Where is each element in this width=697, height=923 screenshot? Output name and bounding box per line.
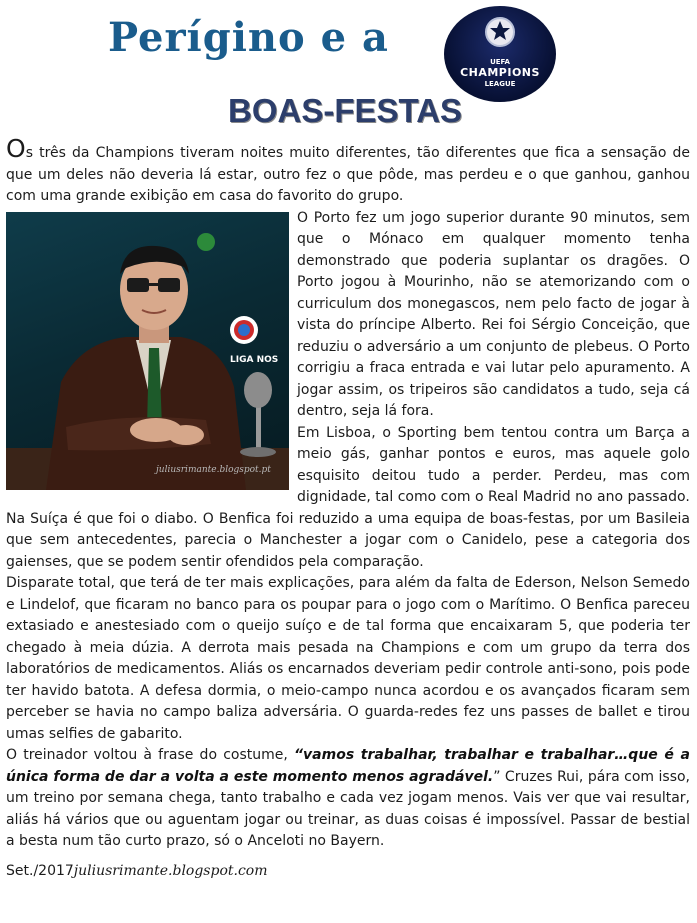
paragraph-benfica: Na Suíça é que foi o diabo. O Benfica foi reduzido a uma equipa de boas-festas, por um Basileia que sem antecedentes, parecia o Manchester a jogar com o Canidelo, pese a categoria dos gaienses, que se podem sentir ofendidos pela comparação. xyxy=(6,510,690,570)
footer-date: Set./2017 xyxy=(6,863,74,879)
page-subtitle: BOAS-FESTAS xyxy=(228,92,463,129)
paragraph-intro-text: s três da Champions tiveram noites muito diferentes, tão diferentes que fica a sensação de que um deles não deveria lá estar, outro fez o que pôde, mas perdeu e o que ganhou, ganhou com uma grande exibição em casa do favorito do grupo. xyxy=(6,145,690,204)
liga-nos-badge: LIGA NOS xyxy=(230,354,279,365)
author-photo xyxy=(6,212,289,490)
photo-signature: juliusrimante.blogspot.pt xyxy=(156,464,271,475)
champions-league-logo xyxy=(444,6,556,102)
footer xyxy=(6,863,268,879)
page-title: Perígino e a xyxy=(108,14,389,61)
logo-uefa-text: UEFA xyxy=(490,58,510,66)
logo-champions-text: CHAMPIONS xyxy=(460,66,540,79)
paragraph-porto: O Porto fez um jogo superior durante 90 minutos, sem que o Mónaco em qualquer momento tenha demonstrado que poderia suplantar os dragões. O Porto jogou à Mourinho, não se atemorizando com o curriculum dos monegascos, nem pelo facto de jogar à vista do príncipe Alberto. Rei foi Sérgio Conceição, que reduziu o adversário a um conjunto de plebeus. O Porto corrigiu a fraca entrada e vai lutar pelo apuramento. A jogar assim, os tripeiros são candidatos a tudo, seja cá dentro, seja lá fora. xyxy=(297,209,690,419)
logo-league-text: LEAGUE xyxy=(484,80,516,88)
coach-intro: O treinador voltou à frase do costume, xyxy=(6,747,295,763)
paragraph-intro-first xyxy=(6,134,690,208)
article-body xyxy=(6,134,690,853)
coach-quote: “vamos trabalhar, trabalhar e trabalhar…que é a única forma de dar a volta a este momento menos agradável. xyxy=(6,747,690,785)
footer-blog-link[interactable]: juliusrimante.blogspot.com xyxy=(73,863,268,879)
paragraph-disparate: Disparate total, que terá de ter mais explicações, para além da falta de Ederson, Nelson Semedo e Lindelof, que ficaram no banco para os poupar para o jogo com o Marítimo. O Benfica pareceu extasiado e anestesiado com o queijo suíço e de tal forma que encaixaram 5, que poderia ter chegado à meia dúzia. A derrota mais pesada na Champions e com um grupo da terra dos laboratórios de medicamentos. Aliás os encarnados deveriam pedir controle anti-sono, pois pode ter havido batota. A defesa dormia, o meio-campo nunca acordou e os avançados ficaram sem perceber se havia no campo baliza adversária. O guarda-redes fez uns passes de ballet e tirou umas selfies de gabarito. xyxy=(6,575,690,742)
paragraph-coach xyxy=(6,745,690,853)
starball-icon xyxy=(484,16,516,56)
drop-cap: O xyxy=(6,134,26,163)
paragraph-sporting: Em Lisboa, o Sporting bem tentou contra um Barça a meio gás, ganhar pontos e euros, mas aquele golo esquisito deitou tudo a perder. Perdeu, mas com dignidade, tal como com o Real Madrid no ano passado. xyxy=(297,424,690,505)
coach-rest: ” Cruzes Rui, pára com isso, um treino por semana chega, tanto trabalho e cada vez jogam menos. Vais ver que vai resultar, aliás há vários que ou aguentam jogar ou treinar, as duas coisas é impossível. Passar de bestial a besta num tão curto prazo, só o Anceloti no Bayern. xyxy=(6,768,690,849)
